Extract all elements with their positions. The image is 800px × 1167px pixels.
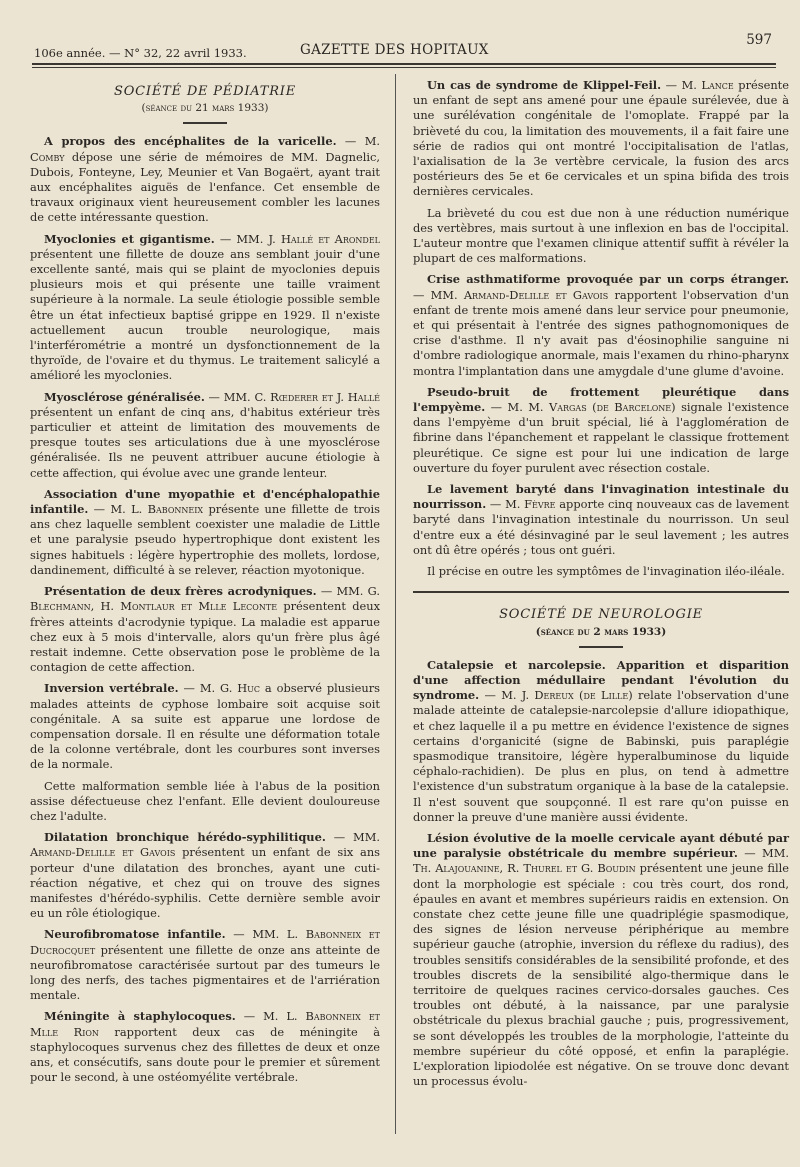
article: Catalepsie et narcolepsie. Apparition et disparition d'une affection médullaire pendant l'évolution du syndrome. — M. J. Dereux (de Lille) relate l'observation d'une malade atteinte de catalepsie-narcolepsie d'allure idiopathique, et chez laquelle il a pu mettre en évidence l'existence de signes certains d'organicité (signe de Babinski, puis paraplégie spasmodique transitoire, légère hyperalbuminose du liquide céphalo-rachidien). De plus en plus, on tend à admettre l'existence d'un substratum organique à la base de la catalepsie. Il n'est souvent que soupçonné. Il est rare qu'on puisse en donner la preuve d'une manière aussi évidente. [413, 657, 789, 824]
article-continuation: Cette malformation semble liée à l'abus de la position assise défectueuse chez l'enfant. Elle devient douloureuse chez l'adulte. [30, 778, 380, 823]
section-title: SOCIÉTÉ DE NEUROLOGIE [499, 607, 703, 623]
article-title: Dilatation bronchique hérédo-syphilitique. [44, 830, 326, 845]
page-number: 597 [746, 32, 772, 48]
article-body: présentent deux frères atteints d'acrodynie typique. La maladie est apparue chez eux à 5 mois d'intervalle, alors qu'un frère plus âgé restait indemne. Cette observation pose le problème de la contagion de cette affection. [30, 599, 380, 675]
article: A propos des encéphalites de la varicelle. — M. Comby dépose une série de mémoires de MM. Dagnelic, Dubois, Fonteyne, Ley, Meunier et Van Bogaërt, ayant trait aux encéphalites aiguës de l'enfance. Cet ensemble de travaux originaux vient heureusement combler les lacunes de cette intéressante question. [30, 134, 380, 225]
header-rule-thin [32, 67, 776, 68]
article-body: dépose une série de mémoires de MM. Dagnelic, Dubois, Fonteyne, Ley, Meunier et Van Bogaërt, ayant trait aux encéphalites aiguës de l'enfance. Cet ensemble de travaux originaux vient heureusement combler les lacunes de cette intéressante question. [30, 149, 380, 225]
article-title: Inversion vertébrale. [44, 681, 179, 696]
article-body: présente une fillette de trois ans chez laquelle semblent coexister une maladie de Little et une paralysie pseudo hypertrophique dont existent les signes habituels : légère hypertrophie des mollets, lordose, dandinement, difficulté à se relever, réaction myotonique. [30, 502, 380, 577]
article-title: Lésion évolutive de la moelle cervicale ayant débuté par une paralysie obstétricale du membre supérieur. [413, 830, 789, 861]
column-divider [395, 74, 396, 1134]
right-column [413, 78, 789, 1095]
issue-info: 106e année. — N° 32, 22 avril 1933. [34, 46, 247, 60]
article-body: rapportent deux cas de méningite à staphylocoques survenus chez des fillettes de deux et onze ans, et consécutifs, sans doute pour le premier et sûrement pour le second, à une ostéomyélite vertébrale. [30, 1024, 380, 1085]
article-continuation: La brièveté du cou est due non à une réduction numérique des vertèbres, mais surtout à une inflexion en bas de l'occipital. L'auteur montre que l'examen clinique attentif suffit à révéler la plupart de ces malformations. [413, 205, 789, 266]
section-title: SOCIÉTÉ DE PÉDIATRIE [113, 84, 297, 99]
short-rule [183, 122, 227, 124]
page-header [34, 32, 772, 62]
article: Neurofibromatose infantile. — MM. L. Babonneix et Ducrocquet présentent une fillette de onze ans atteinte de neurofibromatose caractérisée surtout par des tumeurs le long des nerfs, des taches pigmentaires et de l'arriération mentale. [30, 927, 381, 1003]
article-body: rapportent l'observation d'un enfant de trente mois amené dans leur service pour pneumonie, et qui présentait à l'entrée des signes pathognomoniques de crise d'asthme. Il n'y avait pas d'éosinophilie sanguine ni d'ombre radiologique anormale, mais l'examen du rhino-pharynx montra l'implantation dans une amygdale d'une glume d'avoine. [413, 287, 789, 378]
article-body: présentent une jeune fille dont la morphologie est spéciale : cou très court, dos rond, épaules en avant et membres supérieurs raidis en extension. On constate chez cette jeune fille une quadriplégie spasmodique, des signes de lésion nerveuse périphérique au membre supérieur gauche (atrophie, inversion du réflexe du radius), des troubles sensitifs considérables de la sensibilité profonde, et des troubles discrets de la sensibilité algo-thermique dans le territoire de quelques racines cervico-dorsales gauches. Ces troubles ont débuté, à la naissance, par une paralysie obstétricale du plexus brachial gauche ; puis, progressivement, se sont développés les troubles de la morphologie, l'atteinte du membre supérieur du côté opposé, et enfin la paraplégie. L'exploration lipiodolée est négative. On se trouve donc devant un processus évolu- [413, 861, 790, 1089]
article-authors: MM. L. Babonneix et Ducrocquet [30, 927, 380, 957]
article: Myoclonies et gigantisme. — MM. J. Hallé et Arondel présentent une fillette de douze ans semblant jouir d'une excellente santé, mais qui se plaint de myoclonies depuis plusieurs mois et qui présente une taille vraiment supérieure à la normale. La seule étiologie possible semble être un état infectieux baptisé grippe en 1929. Il n'existe actuellement aucun trouble neurologique, mais l'interférométrie a montré un dysfonctionnement de la thyroïde, de l'ovaire et du thymus. Le traitement salicylé a amélioré les myoclonies. [30, 231, 380, 383]
article: Le lavement baryté dans l'invagination intestinale du nourrisson. — M. Fèvre apporte cinq nouveaux cas de lavement baryté dans l'invagination intestinale du nourrisson. Un seul d'entre eux a été désinvaginé par le seul lavement ; les autres ont dû être opérés ; tous ont guéri. [413, 482, 789, 557]
article-continuation: Il précise en outre les symptômes de l'invagination iléo-iléale. [427, 564, 785, 579]
article-title: Crise asthmatiforme provoquée par un corps étranger. [427, 272, 789, 287]
article: Crise asthmatiforme provoquée par un corps étranger. — MM. Armand-Delille et Gavois rapportent l'observation d'un enfant de trente mois amené dans leur service pour pneumonie, et qui présentait à l'entrée des signes pathognomoniques de crise d'asthme. Il n'y avait pas d'éosinophilie sanguine ni d'ombre radiologique anormale, mais l'examen du rhino-pharynx montra l'implantation dans une amygdale d'une glume d'avoine. [413, 272, 789, 378]
article-body: présentent un enfant de cinq ans, d'habitus extérieur très particulier et atteint de limitation des mouvements de presque toutes ses articulations due à une myosclérose généralisée. Ils ne peuvent attribuer aucune étiologie à cette affection, qui évolue avec une grande lenteur. [30, 404, 380, 480]
article-authors: M. Comby [30, 134, 380, 164]
article-body: présentent un enfant de six ans porteur d'une dilatation des bronches, ayant une cuti-réaction négative, et chez qui on trouve des signes manifestes d'hérédo-syphilis. Cette dernière semble avoir eu un rôle étiologique. [30, 845, 381, 921]
section-subtitle: (séance du 21 mars 1933) [141, 102, 269, 115]
article-authors: M. J. Dereux (de Lille) [501, 688, 633, 703]
article-body: signale l'existence dans l'empyème d'un bruit spécial, lié à l'agglomération de fibrine dans l'épanchement et rappelant le classique frottement pleurétique. Ce signe est pour lui une indication de large ouverture du foyer purulent avec résection costale. [413, 400, 790, 475]
article-authors: M. M. Vargas (de Barcelone) [507, 400, 676, 415]
article-body: apporte cinq nouveaux cas de lavement baryté dans l'invagination intestinale du nourrisson. Un seul d'entre eux a été désinvaginé par le seul lavement ; les autres ont dû être opérés ; tous ont guéri. [413, 497, 789, 557]
article-body: présente un enfant de sept ans amené pour une épaule surélevée, due à une surélévation congénitale de l'omoplate. Frappé par la brièveté du cou, la limitation des mouvements, il a fait faire une série de radios qui ont montré l'occipitalisation de l'atlas, l'axialisation de la 3e vertèbre cervicale, la fusion des arcs postérieurs des 5e et 6e cervicales et un spina bifida des trois dernières cervicales. [413, 78, 789, 199]
left-column [30, 78, 380, 1091]
article-body: présentent une fillette de onze ans atteinte de neurofibromatose caractérisée surtout par des tumeurs le long des nerfs, des taches pigmentaires et de l'arriération mentale. [30, 942, 381, 1003]
article: Présentation de deux frères acrodyniques. — MM. G. Blechmann, H. Montlaur et Mlle Leconte présentent deux frères atteints d'acrodynie typique. La maladie est apparue chez eux à 5 mois d'intervalle, alors qu'un frère plus âgé restait indemne. Cette observation pose le problème de la contagion de cette affection. [30, 584, 380, 675]
article: Pseudo-bruit de frottement pleurétique dans l'empyème. — M. M. Vargas (de Barcelone) signale l'existence dans l'empyème d'un bruit spécial, lié à l'agglomération de fibrine dans l'épanchement et rappelant le classique frottement pleurétique. Ce signe est pour lui une indication de large ouverture du foyer purulent avec résection costale. [413, 384, 790, 475]
article: Myosclérose généralisée. — MM. C. Rœderer et J. Hallé présentent un enfant de cinq ans, d'habitus extérieur très particulier et atteint de limitation des mouvements de presque toutes ses articulations due à une myosclérose généralisée. Ils ne peuvent attribuer aucune étiologie à cette affection, qui évolue avec une grande lenteur. [30, 389, 380, 480]
article: Association d'une myopathie et d'encéphalopathie infantile. — M. L. Babonneix présente une fillette de trois ans chez laquelle semblent coexister une maladie de Little et une paralysie pseudo hypertrophique dont existent les signes habituels : légère hypertrophie des mollets, lordose, dandinement, difficulté à se relever, réaction myotonique. [30, 486, 380, 577]
article-title: Myosclérose généralisée. [44, 389, 205, 404]
article-authors: MM. Th. Alajouanine, R. Thurel et G. Boudin [413, 846, 789, 876]
article-title: A propos des encéphalites de la varicelle. [44, 134, 337, 149]
article-title: Méningite à staphylocoques. [44, 1009, 236, 1024]
article-authors: M. Fèvre [505, 497, 556, 512]
article-authors: MM. G. Blechmann, H. Montlaur et Mlle Leconte [30, 584, 380, 614]
article: Un cas de syndrome de Klippel-Feil. — M. Lance présente un enfant de sept ans amené pour une épaule surélevée, due à une surélévation congénitale de l'omoplate. Frappé par la brièveté du cou, la limitation des mouvements, il a fait faire une série de radios qui ont montré l'occipitalisation de l'atlas, l'axialisation de la 3e vertèbre cervicale, la fusion des arcs postérieurs des 5e et 6e cervicales et un spina bifida des trois dernières cervicales. [413, 78, 789, 199]
short-rule [579, 646, 623, 648]
article: Inversion vertébrale. — M. G. Huc a observé plusieurs malades atteints de cyphose lombaire soit acquise soit congénitale. A sa suite est apparue une lordose de compensation dorsale. Il en résulte une déformation totale de la colonne vertébrale, dont les courbures sont inverses de la normale. [30, 681, 380, 772]
article-title: Catalepsie et narcolepsie. Apparition et disparition d'une affection médullaire pendant l'évolution du syndrome. [413, 657, 789, 703]
article-title: Pseudo-bruit de frottement pleurétique dans l'empyème. [413, 384, 789, 415]
article-body: a observé plusieurs malades atteints de cyphose lombaire soit acquise soit congénitale. A sa suite est apparue une lordose de compensation dorsale. Il en résulte une déformation totale de la colonne vertébrale, dont les courbures sont inverses de la normale. [30, 681, 380, 772]
article-authors: MM. C. Rœderer et J. Hallé [223, 389, 380, 404]
article-body: relate l'observation d'une malade atteinte de catalepsie-narcolepsie d'allure idiopathique, et chez laquelle il a pu mettre en évidence l'existence de signes certains d'organicité (signe de Babinski, puis paraplégie spasmodique transitoire, légère hyperalbuminose du liquide céphalo-rachidien). De plus en plus, on tend à admettre l'existence d'un substratum organique à la base de la catalepsie. Il n'est souvent que soupçonné. Il est rare qu'on puisse en donner la preuve d'une manière aussi évidente. [413, 688, 789, 824]
article-authors: M. L. Babonneix [110, 502, 204, 517]
article-title: Un cas de syndrome de Klippel-Feil. [427, 78, 662, 92]
header-rule [32, 63, 776, 65]
article-title: Neurofibromatose infantile. [44, 927, 226, 942]
article: Lésion évolutive de la moelle cervicale ayant débuté par une paralysie obstétricale du membre supérieur. — MM. Th. Alajouanine, R. Thurel et G. Boudin présentent une jeune fille dont la morphologie est spéciale : cou très court, dos rond, épaules en avant et membres supérieurs raidis en extension. On constate chez cette jeune fille une quadriplégie spasmodique, des signes de lésion nerveuse périphérique au membre supérieur gauche (atrophie, inversion du réflexe du radius), des troubles sensitifs considérables de la sensibilité profonde, et des troubles discrets de la sensibilité algo-thermique dans le territoire de quelques racines cervico-dorsales gauches. Ces troubles ont débuté, à la naissance, par une paralysie obstétricale du plexus brachial gauche ; puis, progressivement, se sont développés les troubles de la morphologie, l'atteinte du membre supérieur du côté opposé, et enfin la paraplégie. L'exploration lipiodolée est négative. On se trouve donc devant un processus évolu- [413, 830, 790, 1089]
article: Dilatation bronchique hérédo-syphilitique. — MM. Armand-Delille et Gavois présentent un enfant de six ans porteur d'une dilatation des bronches, ayant une cuti-réaction négative, et chez qui on trouve des signes manifestes d'hérédo-syphilis. Cette dernière semble avoir eu un rôle étiologique. [30, 830, 381, 921]
article-body: présentent une fillette de douze ans semblant jouir d'une excellente santé, mais qui se plaint de myoclonies depuis plusieurs mois et qui présente une taille vraiment supérieure à la normale. La seule étiologie possible semble être un état infectieux baptisé grippe en 1929. Il n'existe actuellement aucun trouble neurologique, mais l'interférométrie a montré un dysfonctionnement de la thyroïde, de l'ovaire et du thymus. Le traitement salicylé a amélioré les myoclonies. [30, 246, 380, 383]
article-authors: MM. J. Hallé et Arondel [236, 231, 380, 246]
article-authors: M. Lance [681, 78, 734, 92]
article-authors: MM. Armand-Delille et Gavois [30, 830, 380, 860]
journal-title: GAZETTE DES HOPITAUX [300, 42, 489, 58]
article-authors: M. G. Huc [199, 681, 261, 696]
article-authors: M. L. Babonneix et Mlle Rion [30, 1009, 381, 1039]
section-subtitle: (séance du 2 mars 1933) [535, 625, 667, 638]
article: Méningite à staphylocoques. — M. L. Babonneix et Mlle Rion rapportent deux cas de méningite à staphylocoques survenus chez des fillettes de deux et onze ans, et consécutifs, sans doute pour le premier et sûrement pour le second, à une ostéomyélite vertébrale. [30, 1009, 381, 1085]
article-title: Le lavement baryté dans l'invagination intestinale du nourrisson. [413, 482, 789, 512]
article-title: Myoclonies et gigantisme. [44, 231, 215, 246]
article-title: Association d'une myopathie et d'encéphalopathie infantile. [30, 486, 380, 517]
section-divider [413, 591, 789, 593]
article-authors: MM. Armand-Delille et Gavois [430, 287, 609, 302]
article-title: Présentation de deux frères acrodyniques. [44, 584, 317, 599]
